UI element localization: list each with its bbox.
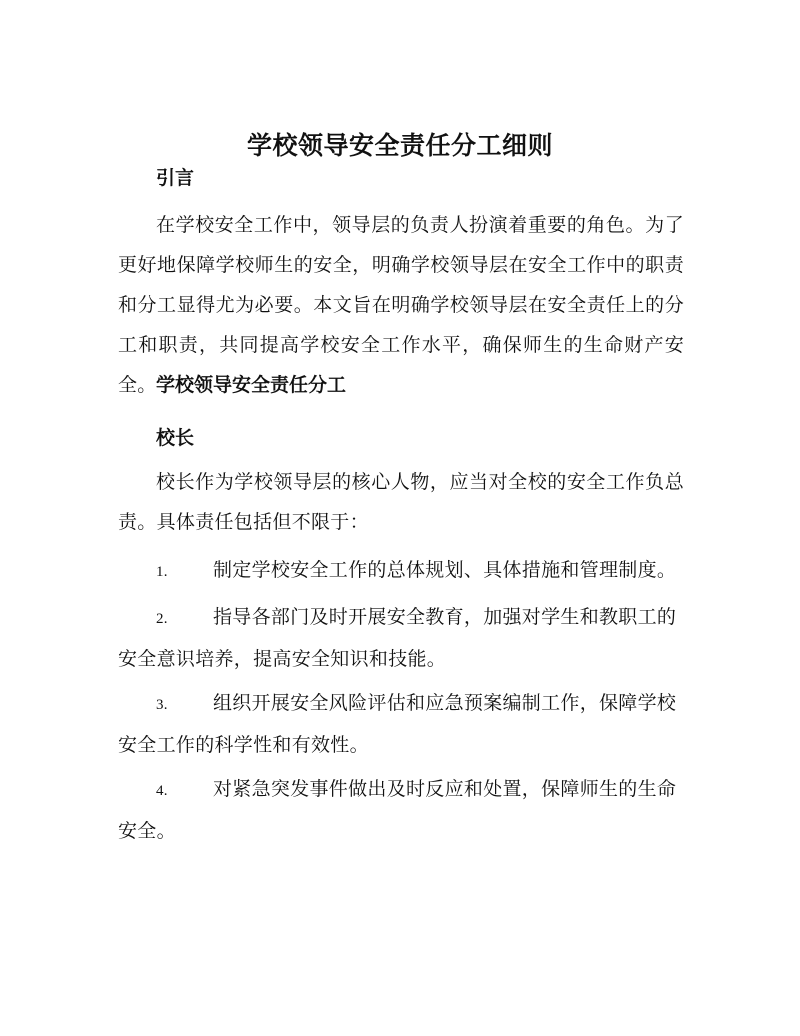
section-heading: 学校领导安全责任分工	[156, 374, 347, 396]
list-item-number: 2.	[156, 611, 168, 627]
list-item	[118, 550, 684, 592]
list-item-number: 3.	[156, 697, 168, 713]
list-item	[118, 683, 684, 765]
list-item-text: 组织开展安全风险评估和应急预案编制工作，保障学校安全工作的科学性和有效性。	[118, 692, 677, 756]
list-item-number: 4.	[156, 783, 168, 799]
list-item	[118, 597, 684, 679]
principal-heading: 校长	[156, 427, 195, 449]
intro-paragraph: 在学校安全工作中，领导层的负责人扮演着重要的角色。为了更好地保障学校师生的安全，明确学校领导层在安全工作中的职责和分工显得尤为必要。本文旨在明确学校领导层在安全责任上的分工和职责，共同提高学校安全工作水平，确保师生的生命财产安全。	[118, 214, 684, 396]
principal-paragraph: 校长作为学校领导层的核心人物，应当对全校的安全工作负总责。具体责任包括但不限于：	[118, 471, 684, 533]
list-item	[118, 769, 684, 851]
document-title: 学校领导安全责任分工细则	[246, 131, 553, 160]
list-item-text: 对紧急突发事件做出及时反应和处置，保障师生的生命安全。	[118, 778, 677, 842]
intro-heading: 引言	[156, 167, 195, 189]
list-item-number: 1.	[156, 564, 168, 580]
list-item-text: 制定学校安全工作的总体规划、具体措施和管理制度。	[213, 559, 677, 581]
list-item-text: 指导各部门及时开展安全教育，加强对学生和教职工的安全意识培养，提高安全知识和技能。	[118, 606, 677, 670]
